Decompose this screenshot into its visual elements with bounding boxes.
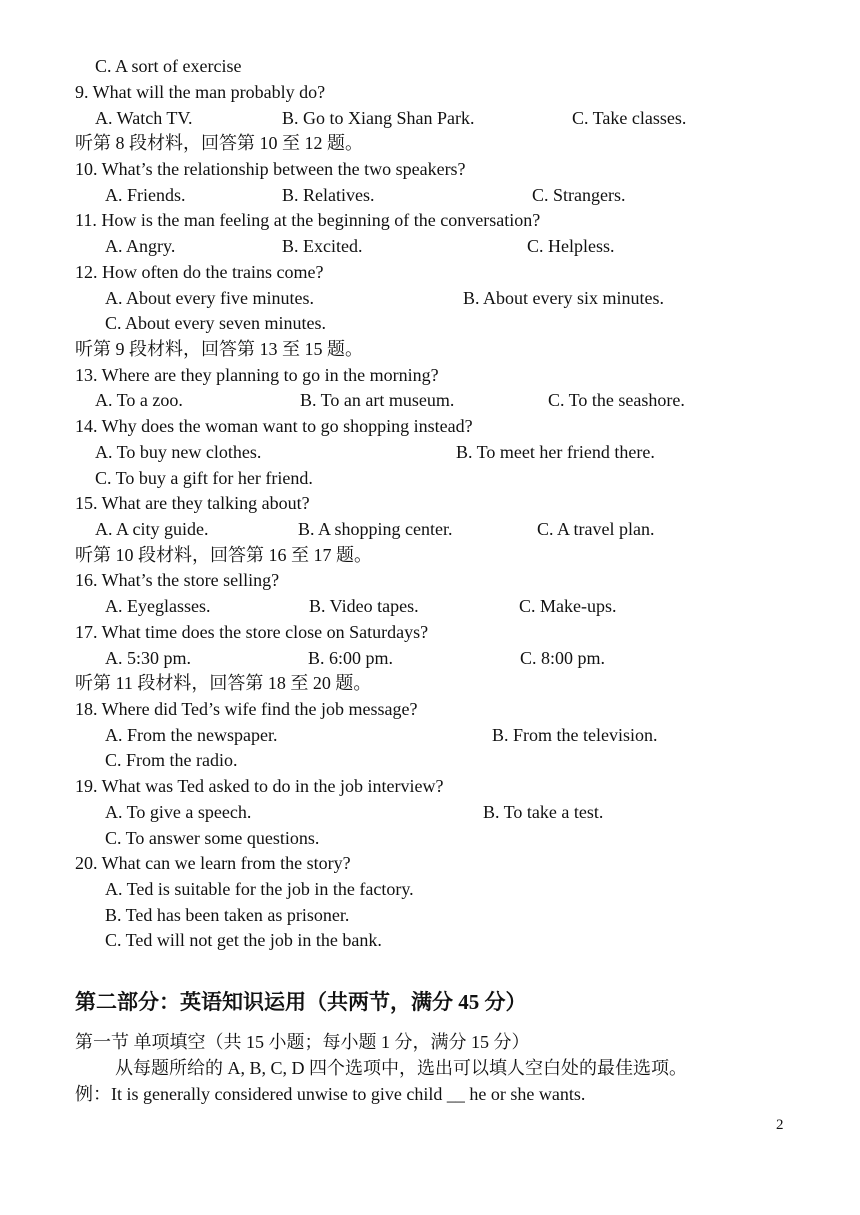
q11-option-c: C. Helpless. (527, 236, 615, 256)
q17-option-c: C. 8:00 pm. (520, 648, 606, 668)
page-number: 2 (776, 1117, 784, 1133)
part-2-heading: 第二部分：英语知识运用（共两节，满分 45 分） (75, 990, 527, 1014)
q13-option-c: C. To the seashore. (548, 390, 685, 410)
q18-stem: 18. Where did Ted’s wife find the job message? (75, 699, 418, 719)
q18-option-c: C. From the radio. (105, 750, 238, 770)
q15-option-c: C. A travel plan. (537, 519, 655, 539)
q15-option-b: B. A shopping center. (298, 519, 453, 539)
q10-option-c: C. Strangers. (532, 185, 626, 205)
q16-option-a: A. Eyeglasses. (105, 596, 211, 616)
q12-stem: 12. How often do the trains come? (75, 262, 324, 282)
q20-option-b: B. Ted has been taken as prisoner. (105, 905, 350, 925)
q19-option-a: A. To give a speech. (105, 802, 252, 822)
q10-stem: 10. What’s the relationship between the two speakers? (75, 159, 466, 179)
q13-option-b: B. To an art museum. (300, 390, 455, 410)
q12-option-b: B. About every six minutes. (463, 288, 664, 308)
q9-option-a: A. Watch TV. (95, 108, 193, 128)
section-9-instruction: 听第 9 段材料，回答第 13 至 15 题。 (75, 339, 363, 359)
q9-option-c: C. Take classes. (572, 108, 687, 128)
section-8-instruction: 听第 8 段材料，回答第 10 至 12 题。 (75, 133, 363, 153)
q9-stem: 9. What will the man probably do? (75, 82, 326, 102)
q10-option-b: B. Relatives. (282, 185, 375, 205)
q17-stem: 17. What time does the store close on Saturdays? (75, 622, 429, 642)
q20-stem: 20. What can we learn from the story? (75, 853, 351, 873)
q14-option-b: B. To meet her friend there. (456, 442, 655, 462)
q10-option-a: A. Friends. (105, 185, 186, 205)
q16-option-c: C. Make-ups. (519, 596, 617, 616)
q11-stem: 11. How is the man feeling at the beginning of the conversation? (75, 210, 541, 230)
q20-option-c: C. Ted will not get the job in the bank. (105, 930, 382, 950)
q12-option-c: C. About every seven minutes. (105, 313, 326, 333)
q17-option-a: A. 5:30 pm. (105, 648, 192, 668)
q14-option-a: A. To buy new clothes. (95, 442, 262, 462)
q15-option-a: A. A city guide. (95, 519, 209, 539)
section-11-instruction: 听第 11 段材料，回答第 18 至 20 题。 (75, 673, 372, 693)
part-2-example: 例：It is generally considered unwise to give child __ he or she wants. (75, 1084, 586, 1104)
q13-stem: 13. Where are they planning to go in the morning? (75, 365, 439, 385)
q18-option-b: B. From the television. (492, 725, 658, 745)
q20-option-a: A. Ted is suitable for the job in the factory. (105, 879, 414, 899)
q19-stem: 19. What was Ted asked to do in the job interview? (75, 776, 444, 796)
q19-option-b: B. To take a test. (483, 802, 604, 822)
q14-option-c: C. To buy a gift for her friend. (95, 468, 313, 488)
q17-option-b: B. 6:00 pm. (308, 648, 394, 668)
q14-stem: 14. Why does the woman want to go shopping instead? (75, 416, 473, 436)
part-2-section-1-title: 第一节 单项填空（共 15 小题；每小题 1 分，满分 15 分） (75, 1032, 530, 1052)
q18-option-a: A. From the newspaper. (105, 725, 278, 745)
q13-option-a: A. To a zoo. (95, 390, 183, 410)
q15-stem: 15. What are they talking about? (75, 493, 310, 513)
q8-option-c: C. A sort of exercise (95, 56, 242, 76)
q11-option-a: A. Angry. (105, 236, 176, 256)
q12-option-a: A. About every five minutes. (105, 288, 314, 308)
q16-option-b: B. Video tapes. (309, 596, 419, 616)
part-2-instruction: 从每题所给的 A, B, C, D 四个选项中，选出可以填人空白处的最佳选项。 (115, 1058, 688, 1078)
section-10-instruction: 听第 10 段材料，回答第 16 至 17 题。 (75, 545, 372, 565)
q19-option-c: C. To answer some questions. (105, 828, 320, 848)
q11-option-b: B. Excited. (282, 236, 363, 256)
q9-option-b: B. Go to Xiang Shan Park. (282, 108, 475, 128)
q16-stem: 16. What’s the store selling? (75, 570, 280, 590)
